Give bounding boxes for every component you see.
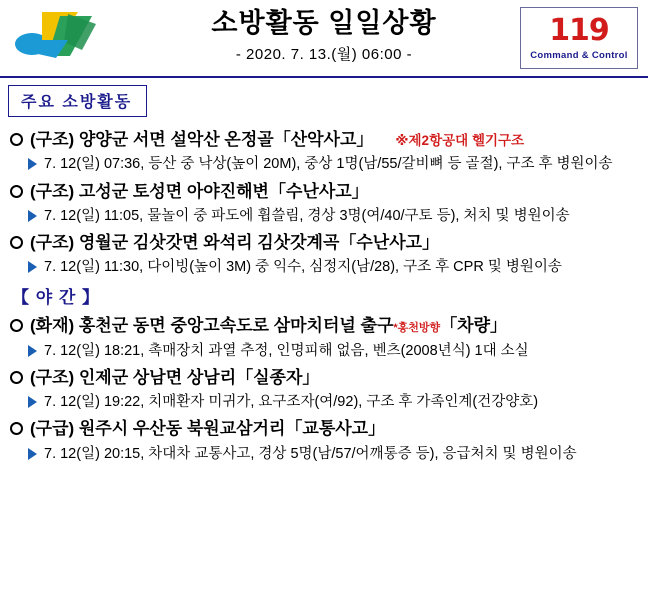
item-detail-text: 7. 12(일) 11:05, 물놀이 중 파도에 휩쓸림, 경상 3명(여/40/구토 등), 처치 및 병원이송 bbox=[44, 207, 570, 224]
item-detail bbox=[28, 205, 640, 228]
night-section-label: 【 야 간 】 bbox=[12, 287, 101, 307]
circle-bullet-icon bbox=[10, 236, 23, 249]
logo-119-number: 119 bbox=[549, 12, 609, 48]
circle-bullet-icon bbox=[10, 185, 23, 198]
item-heading-text: (화재) 홍천군 동면 중앙고속도로 삼마치터널 출구 bbox=[30, 316, 394, 336]
page-title: 소방활동 일일상황 bbox=[211, 7, 437, 38]
circle-bullet-icon bbox=[10, 422, 23, 435]
item-detail bbox=[28, 443, 640, 466]
item-heading bbox=[10, 230, 640, 256]
item-detail-text: 7. 12(일) 07:36, 등산 중 낙상(높이 20M), 중상 1명(남/55/갈비뼈 등 골절), 구조 후 병원이송 bbox=[44, 156, 613, 173]
item-detail bbox=[28, 153, 640, 176]
item-heading-text: (구조) 영월군 김삿갓면 와석리 김삿갓계곡「수난사고」 bbox=[30, 233, 440, 253]
page-subtitle: - 2020. 7. 13.(월) 06:00 - bbox=[235, 46, 413, 64]
119-command-control-logo bbox=[520, 7, 638, 69]
section-tag-main-activities: 주요 소방활동 bbox=[8, 85, 147, 117]
triangle-bullet-icon bbox=[28, 210, 37, 222]
item-detail-text: 7. 12(일) 11:30, 다이빙(높이 3M) 중 익수, 심정지(남/28), 구조 후 CPR 및 병원이송 bbox=[44, 259, 562, 276]
item-detail bbox=[28, 391, 640, 414]
item-heading-superscript: *홍천방향 bbox=[393, 322, 441, 335]
item-heading bbox=[10, 127, 640, 153]
item-heading-text-suffix: 「차량」 bbox=[440, 316, 508, 336]
triangle-bullet-icon bbox=[28, 158, 37, 170]
item-heading bbox=[10, 179, 640, 205]
logo-command-control-caption: Command & Control bbox=[530, 49, 628, 61]
item-heading bbox=[10, 313, 640, 339]
content-area bbox=[0, 121, 648, 466]
list-item bbox=[10, 416, 640, 466]
item-heading-note: ※제2항공대 헬기구조 bbox=[395, 133, 525, 148]
item-heading-text: (구조) 인제군 상남면 상남리「실종자」 bbox=[30, 367, 320, 387]
list-item bbox=[10, 365, 640, 415]
triangle-bullet-icon bbox=[28, 396, 37, 408]
list-item bbox=[10, 127, 640, 177]
item-heading bbox=[10, 365, 640, 391]
item-heading-text: (구급) 원주시 우산동 북원교삼거리「교통사고」 bbox=[30, 419, 386, 439]
list-item bbox=[10, 230, 640, 280]
circle-bullet-icon bbox=[10, 319, 23, 332]
triangle-bullet-icon bbox=[28, 345, 37, 357]
item-detail bbox=[28, 340, 640, 363]
item-detail-text: 7. 12(일) 18:21, 촉매장치 과열 추정, 인명피해 없음, 벤츠(2008년식) 1대 소실 bbox=[44, 342, 529, 359]
list-item bbox=[10, 179, 640, 229]
item-heading bbox=[10, 416, 640, 442]
triangle-bullet-icon bbox=[28, 448, 37, 460]
triangle-bullet-icon bbox=[28, 261, 37, 273]
item-detail-text: 7. 12(일) 19:22, 치매환자 미귀가, 요구조자(여/92), 구조 후 가족인계(건강양호) bbox=[44, 394, 539, 411]
section-tag-wrap bbox=[8, 85, 648, 117]
item-detail bbox=[28, 256, 640, 279]
header-title-block bbox=[128, 8, 520, 68]
item-heading-text: (구조) 양양군 서면 설악산 온정골「산악사고」 bbox=[30, 130, 374, 149]
document-header bbox=[0, 0, 648, 78]
item-heading-text: (구조) 고성군 토성면 아야진해변「수난사고」 bbox=[30, 181, 369, 201]
circle-bullet-icon bbox=[10, 133, 23, 146]
gangwon-fire-emblem-icon bbox=[8, 6, 128, 70]
circle-bullet-icon bbox=[10, 371, 23, 384]
list-item bbox=[10, 313, 640, 363]
item-detail-text: 7. 12(일) 20:15, 차대차 교통사고, 경상 5명(남/57/어깨통증 등), 응급처치 및 병원이송 bbox=[44, 445, 577, 462]
